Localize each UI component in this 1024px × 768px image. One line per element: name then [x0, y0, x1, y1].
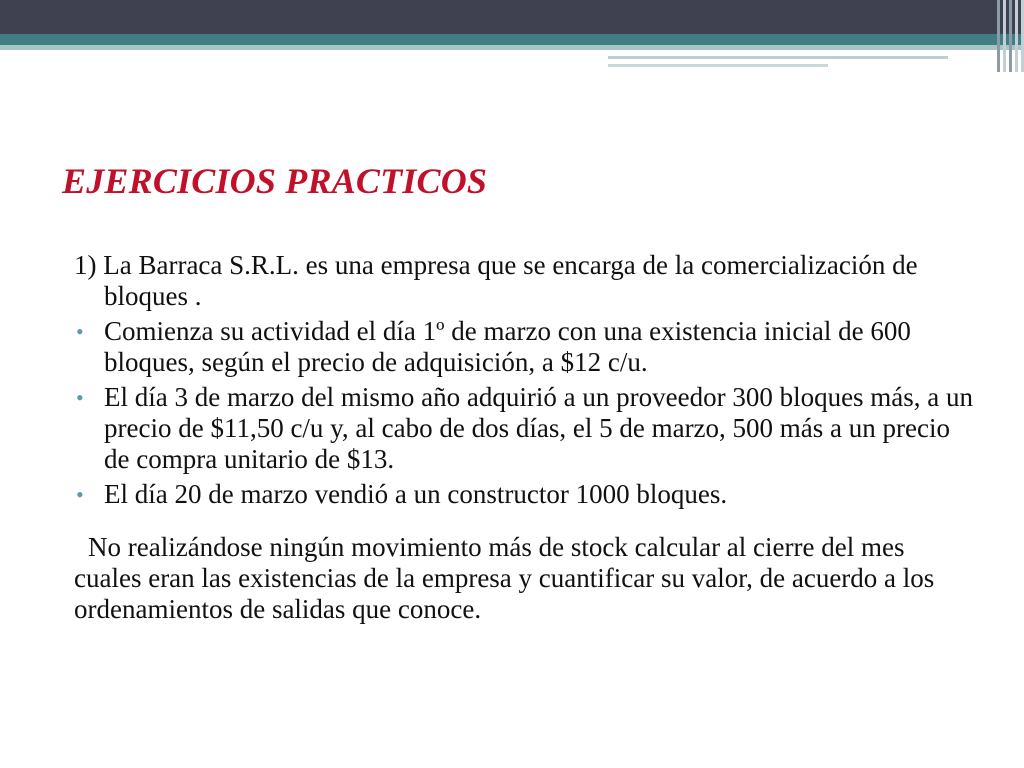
slide-body [74, 250, 974, 625]
slide-title: EJERCICIOS PRACTICOS [62, 161, 488, 201]
header-stripes [990, 0, 1024, 72]
intro-paragraph: 1) La Barraca S.R.L. es una empresa que se encarga de la comercialización de bloques . [74, 250, 918, 311]
bullet-item [74, 316, 974, 378]
bullet-marker: • [76, 385, 84, 410]
closing-paragraph: No realizándose ningún movimiento más de stock calcular al cierre del mes cuales eran las existencias de la empresa y cuantificar su valor, de acuerdo a los ordenamientos de salidas que conoce. [74, 532, 935, 624]
bullet-item [74, 479, 974, 510]
bullet-marker: • [76, 482, 84, 507]
stripe [1015, 0, 1018, 72]
stripe [1003, 0, 1006, 72]
bullet-item [74, 382, 974, 475]
header-dark-band [0, 0, 1024, 34]
header-teal-band [0, 34, 1024, 45]
header-accent-line [608, 64, 828, 67]
stripe [1009, 0, 1012, 72]
stripe [997, 0, 1000, 72]
bullet-marker: • [76, 319, 84, 344]
bullet-text: El día 20 de marzo vendió a un constructor 1000 bloques. [104, 479, 728, 509]
header-accent-line [608, 56, 948, 59]
bullet-text: El día 3 de marzo del mismo año adquirió a un proveedor 300 bloques más, a un precio de $11,50 c/u y, al cabo de dos días, el 5 de marzo, 500 más a un precio de compra unitario de $13. [104, 382, 974, 474]
header-light-band [0, 45, 1024, 50]
bullet-text: Comienza su actividad el día 1º de marzo con una existencia inicial de 600 bloques, según el precio de adquisición, a $12 c/u. [104, 316, 911, 377]
bullet-list [74, 316, 974, 510]
